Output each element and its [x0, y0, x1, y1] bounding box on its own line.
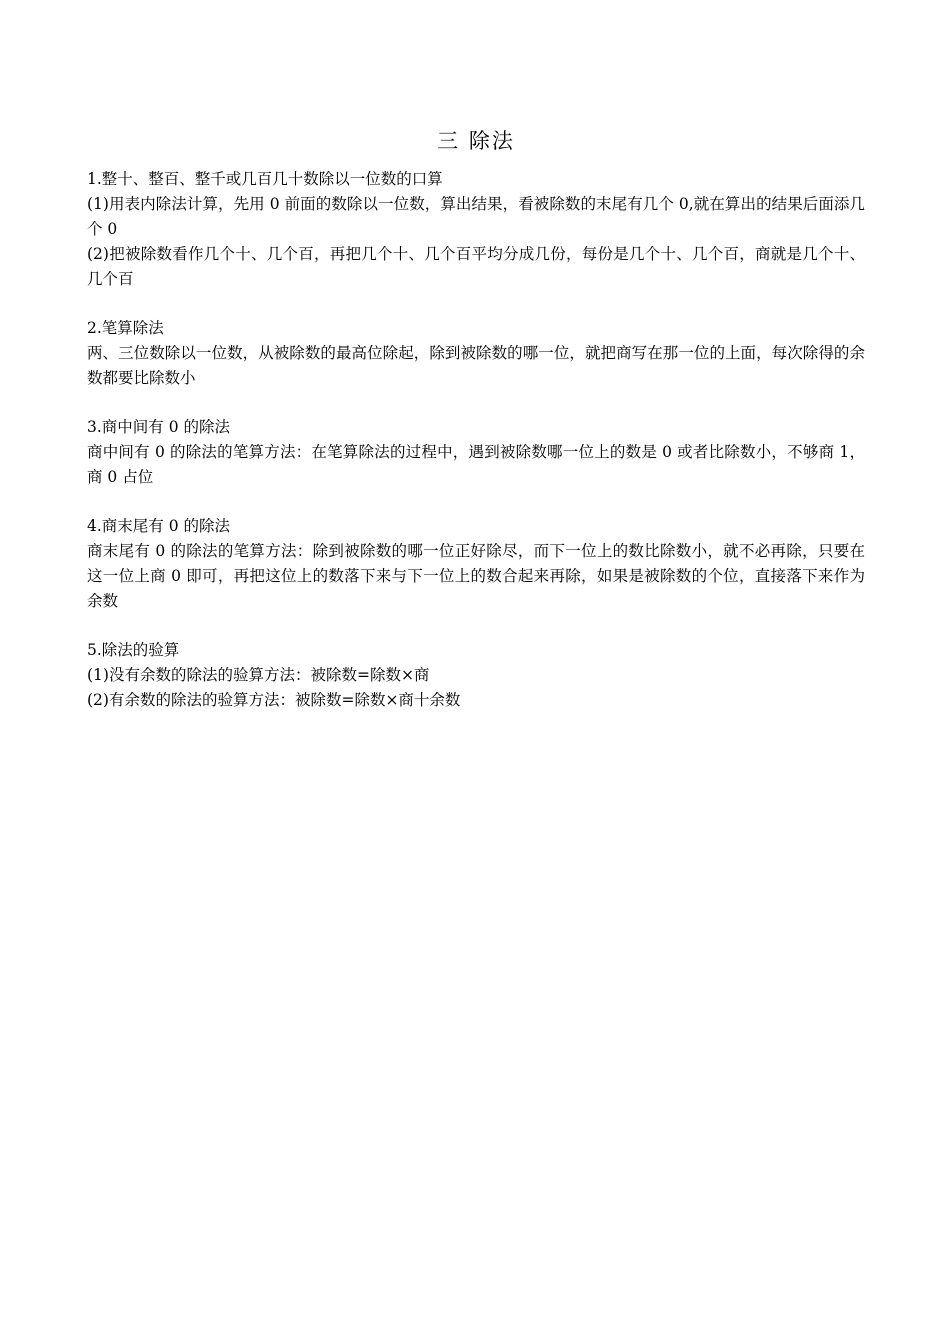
section-paragraph: (1)用表内除法计算，先用 0 前面的数除以一位数，算出结果，看被除数的末尾有几个 0,就在算出的结果后面添几个 0: [87, 195, 865, 238]
section-heading: 1.整十、整百、整千或几百几十数除以一位数的口算: [87, 170, 443, 188]
section-paragraph: 商中间有 0 的除法的笔算方法：在笔算除法的过程中，遇到被除数哪一位上的数是 0 或者比除数小，不够商 1，商 0 占位: [87, 443, 865, 486]
page-title: 三 除法: [437, 129, 515, 153]
section-written-division: [87, 316, 865, 391]
document-body: [87, 167, 865, 737]
section-paragraph: (1)没有余数的除法的验算方法：被除数=除数×商: [87, 666, 430, 684]
section-heading: 4.商末尾有 0 的除法: [87, 517, 231, 535]
section-heading: 5.除法的验算: [87, 641, 180, 659]
section-zero-at-end: [87, 514, 865, 614]
section-paragraph: 商末尾有 0 的除法的笔算方法：除到被除数的哪一位正好除尽，而下一位上的数比除数小，就不必再除，只要在这一位上商 0 即可，再把这位上的数落下来与下一位上的数合起来再除，如果是被除数的个位，直接落下来作为余数: [87, 542, 865, 610]
section-mental-division: [87, 167, 865, 292]
section-heading: 3.商中间有 0 的除法: [87, 418, 231, 436]
section-heading: 2.笔算除法: [87, 319, 164, 337]
section-paragraph: (2)有余数的除法的验算方法：被除数=除数×商十余数: [87, 691, 461, 709]
section-paragraph: 两、三位数除以一位数，从被除数的最高位除起，除到被除数的哪一位，就把商写在那一位的上面，每次除得的余数都要比除数小: [87, 344, 865, 387]
section-paragraph: (2)把被除数看作几个十、几个百，再把几个十、几个百平均分成几份，每份是几个十、几个百，商就是几个十、几个百: [87, 245, 865, 288]
section-zero-in-middle: [87, 415, 865, 490]
section-division-check: [87, 638, 865, 713]
